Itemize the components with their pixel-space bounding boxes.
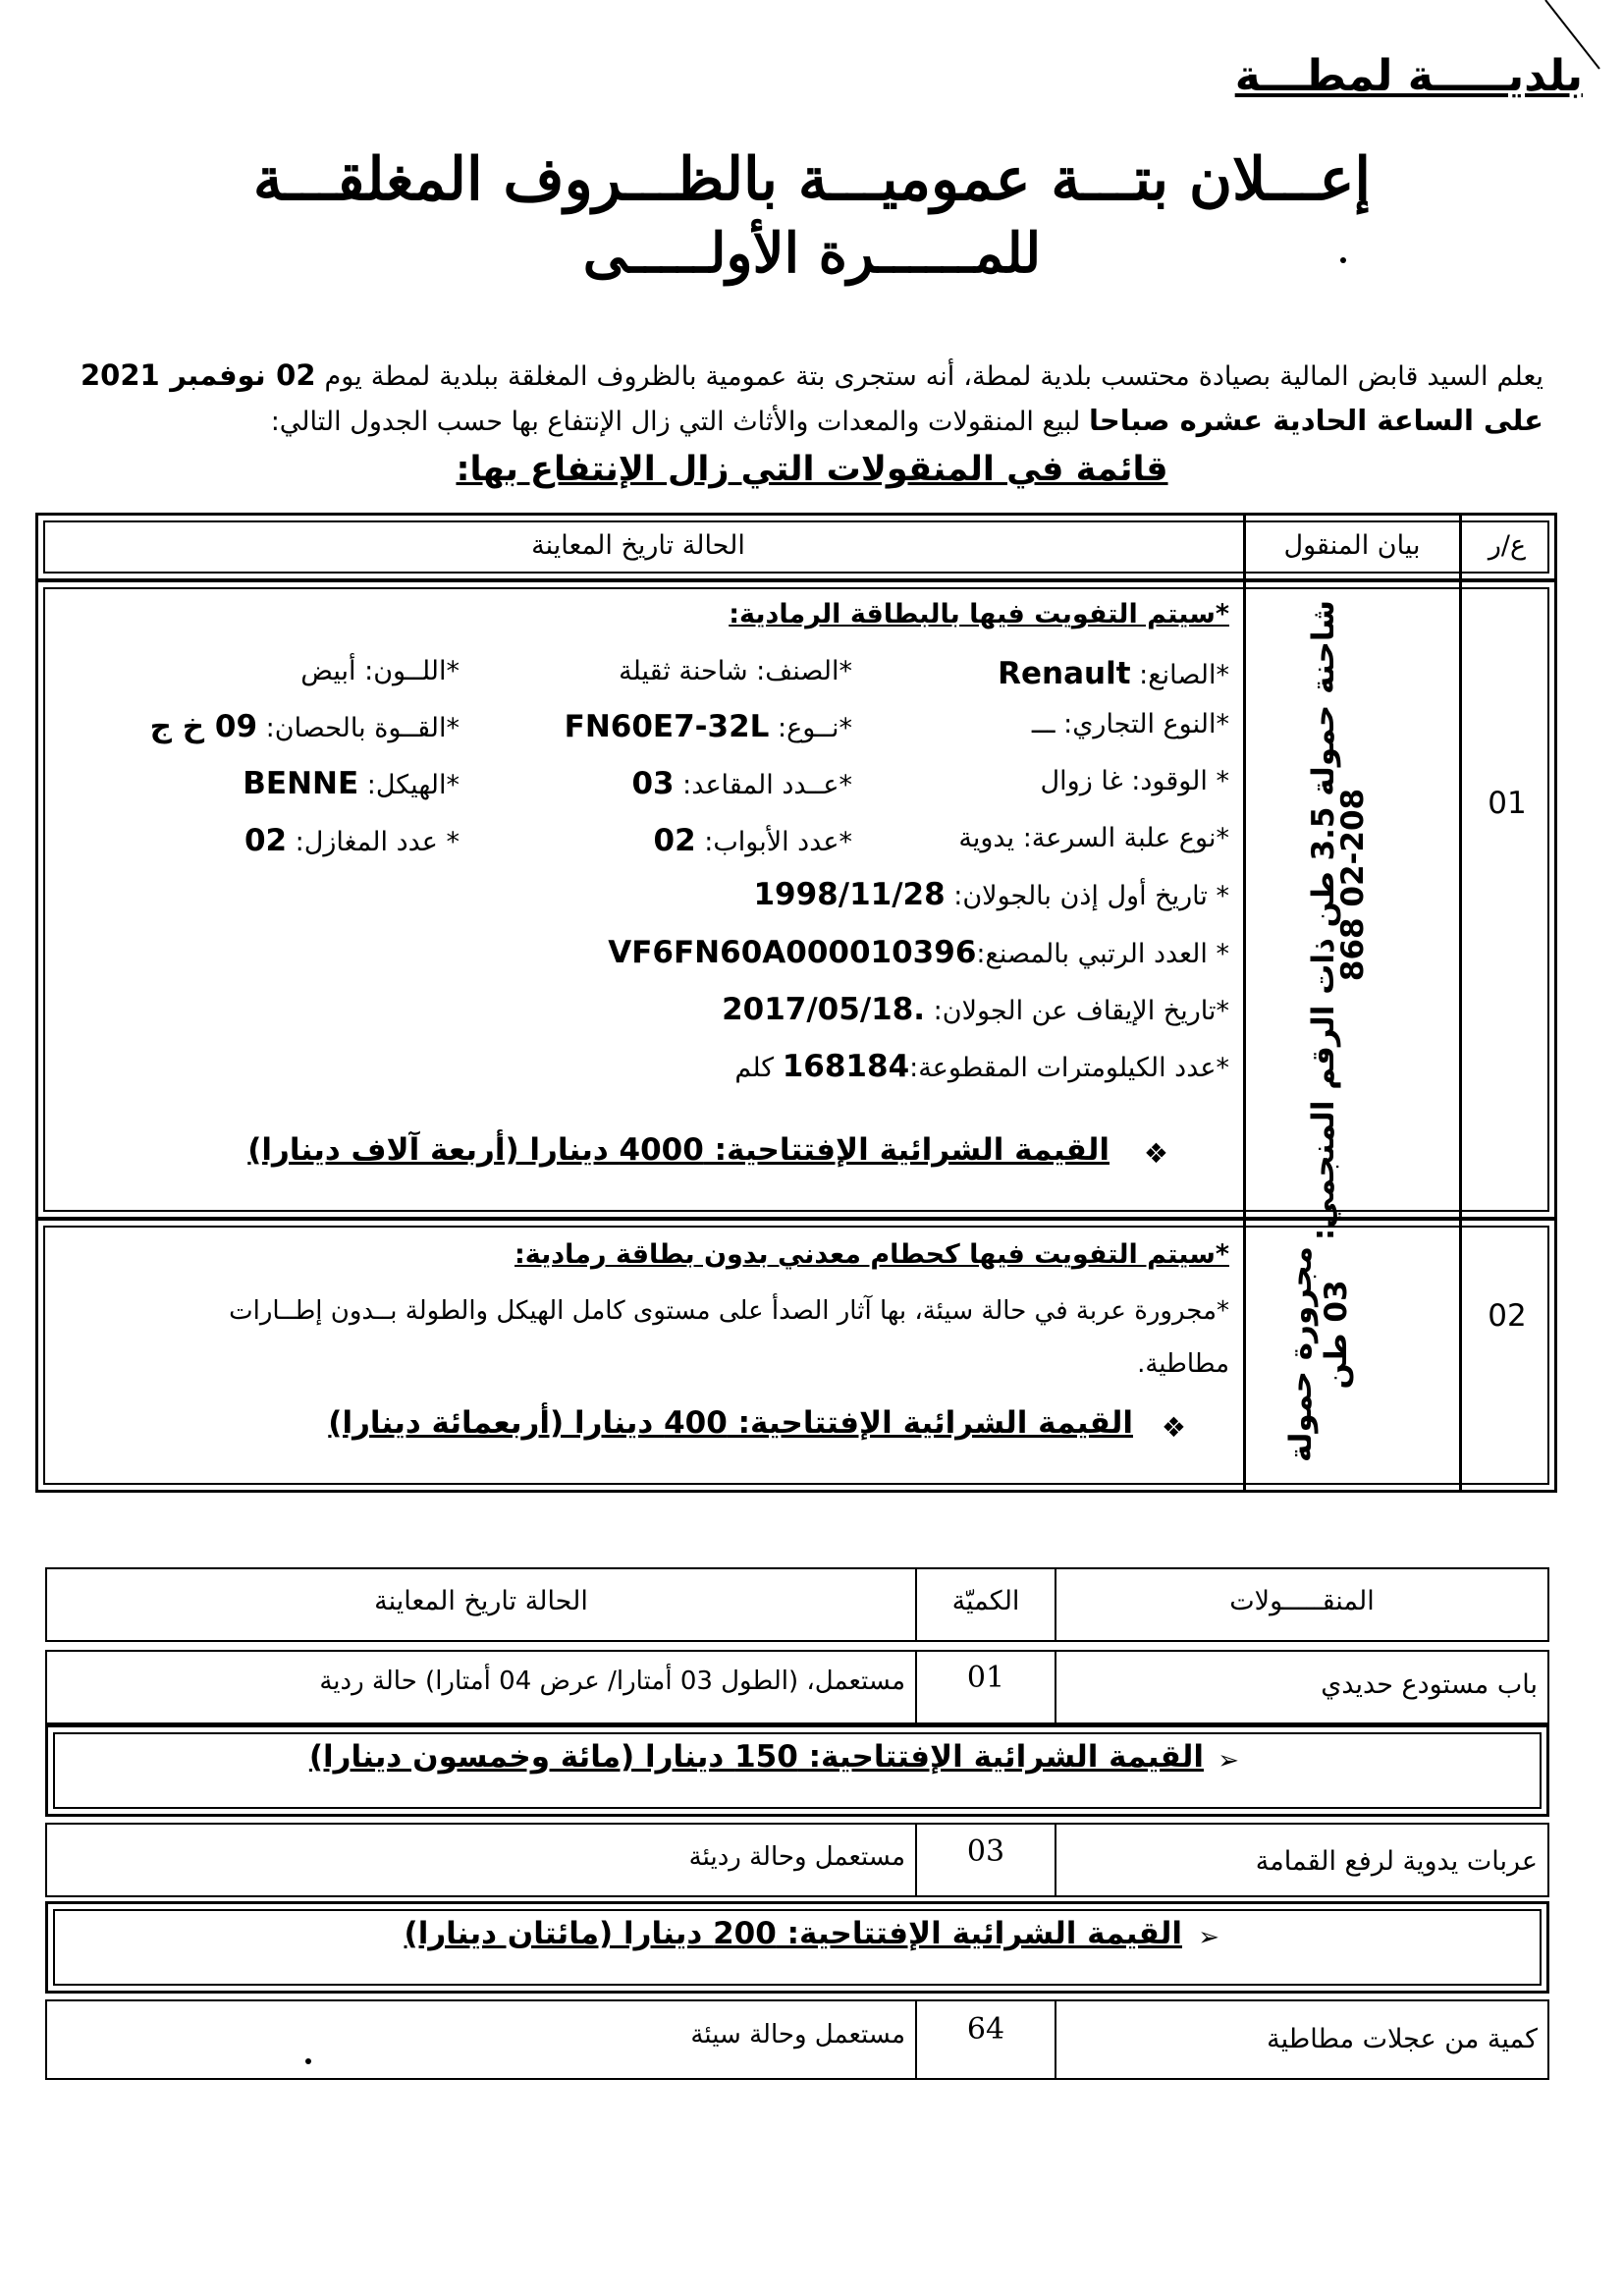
vehicle-01-gearbox: *نوع علبة السرعة: يدوية [958,823,1229,853]
auction-date: 02 نوفمبر 2021 [81,358,316,392]
vehicle-01-serial: * العدد الرتبي بالمصنع:VF6FN60A000010396 [608,935,1229,970]
bullet-arrow-icon: ➢ [1198,1923,1219,1952]
item-number-02: 02 [1488,1298,1527,1334]
goods-header-item: المنقـــــولات [1229,1586,1375,1616]
vehicle-01-first-registration: * تاريخ أول إذن بالجولان: 1998/11/28 [753,877,1229,912]
municipality-name: بلديـــــة لمطـــة [1234,51,1583,101]
vehicle-01-seats: *عــدد المقاعد: 03 [631,766,852,801]
vehicle-01-class: *الصنف: شاحنة ثقيلة [619,656,852,686]
bullet-diamond-icon: ❖ [1143,1137,1168,1170]
vehicle-01-horsepower: *القــوة بالحصان: 09 خ ج [149,709,460,744]
goods-row-01-price: القيمة الشرائية الإفتتاحية: 150 دينارا (مائة وخمسون دينارا) [308,1739,1204,1775]
vehicle-02-type: مجرورة حمولة [1283,1246,1319,1463]
vehicle-02-price: القيمة الشرائية الإفتتاحية: 400 دينارا (أربعمائة دينارا) [328,1405,1133,1441]
header-index: ع/ر [1488,530,1527,561]
goods-row-02-quantity: 03 [966,1834,1005,1869]
auction-time: على الساعة الحادية عشره صباحا [1089,404,1543,437]
vehicle-02-description: *مجرورة عربة في حالة سيئة، بها آثار الصدأ على مستوى كامل الهيكل والطولة بــدون إطــارات [229,1296,1229,1326]
goods-row-02-price: القيمة الشرائية الإفتتاحية: 200 دينارا (مائتان دينارا) [404,1916,1182,1951]
goods-row-03-item: كمية من عجلات مطاطية [1267,2024,1538,2054]
header-description: بيان المنقول [1283,530,1421,561]
item-number-01: 01 [1488,786,1527,821]
bullet-diamond-icon: ❖ [1161,1411,1186,1444]
header-status: الحالة تاريخ المعاينة [531,530,745,561]
announcement-subtitle: للمــــــرة الأولـــــى [582,221,1042,286]
vehicles-section-title: قائمة في المنقولات التي زال الإنتفاع بها: [456,450,1168,489]
vehicle-01-fuel: * الوقود: غا زوال [1040,766,1229,796]
intro-paragraph: يعلم السيد قابض المالية بصيادة محتسب بلدية لمطة، أنه ستجرى بتة عمومية بالظروف المغلقة ببلدية لمطة يوم 02 نوفمبر 2021 على الساعة الحادية عشره صباحا لبيع المنقولات والمعدات والأثاث التي زال الإنتفاع بها حسب الجدول التالي: [81,358,1543,437]
goods-row-03-quantity: 64 [966,2012,1005,2047]
vehicle-02-capacity: 03 طن [1319,1280,1354,1390]
vehicle-01-plate: 02-208 868 [1335,788,1371,982]
goods-header-quantity: الكميّة [951,1586,1020,1616]
vehicle-01-type: *نــوع: FN60E7-32L [564,709,852,744]
goods-row-02-item: عربات يدوية لرفع القمامة [1255,1846,1538,1877]
vehicle-01-price: القيمة الشرائية الإفتتاحية: 4000 دينارا (أربعة آلاف دينارا) [247,1132,1110,1168]
scan-dot [1340,257,1346,263]
announcement-title: إعـــلان بتـــة عموميـــة بالظـــروف المغلقـــة [252,145,1372,214]
goods-row-03-status: مستعمل وحالة سيئة [690,2020,905,2050]
scan-dot [305,2058,311,2064]
goods-row-02-status: مستعمل وحالة رديئة [688,1842,905,1872]
vehicle-01-doors: *عدد الأبواب: 02 [653,823,852,858]
goods-row-01-quantity: 01 [966,1661,1005,1695]
goods-header-status: الحالة تاريخ المعاينة [374,1586,588,1616]
vehicle-01-maker: *الصانع: Renault [998,656,1229,691]
goods-row-01-item: باب مستودع حديدي [1321,1669,1538,1700]
vehicle-02-description-end: مطاطية. [1137,1349,1229,1379]
vehicle-01-stop-date: *تاريخ الإيقاف عن الجولان: .2017/05/18 [722,992,1229,1027]
vehicle-01-type: شاحنة حمولة 3.5 طن ذات الرقم المنجمي: [1306,600,1341,1241]
vehicle-01-kilometers: *عدد الكيلومترات المقطوعة:168184 كلم [734,1049,1229,1084]
vehicle-01-color: *اللــون: أبيض [300,656,460,686]
vehicle-01-body: *الهيكل: BENNE [243,766,460,801]
vehicle-01-trade-type: *النوع التجاري: ـــ [1031,709,1229,739]
vehicle-02-disposal-note: *سيتم التفويت فيها كحطام معدني بدون بطاقة رمادية: [514,1239,1229,1270]
vehicle-01-locks: * عدد المغازل: 02 [244,823,460,858]
goods-row-01-status: مستعمل، (الطول 03 أمتارا/ عرض 04 أمتارا) حالة ردية [319,1667,905,1696]
vehicle-01-disposal-note: *سيتم التفويت فيها بالبطاقة الرمادية: [729,599,1229,629]
bullet-arrow-icon: ➢ [1218,1746,1239,1776]
